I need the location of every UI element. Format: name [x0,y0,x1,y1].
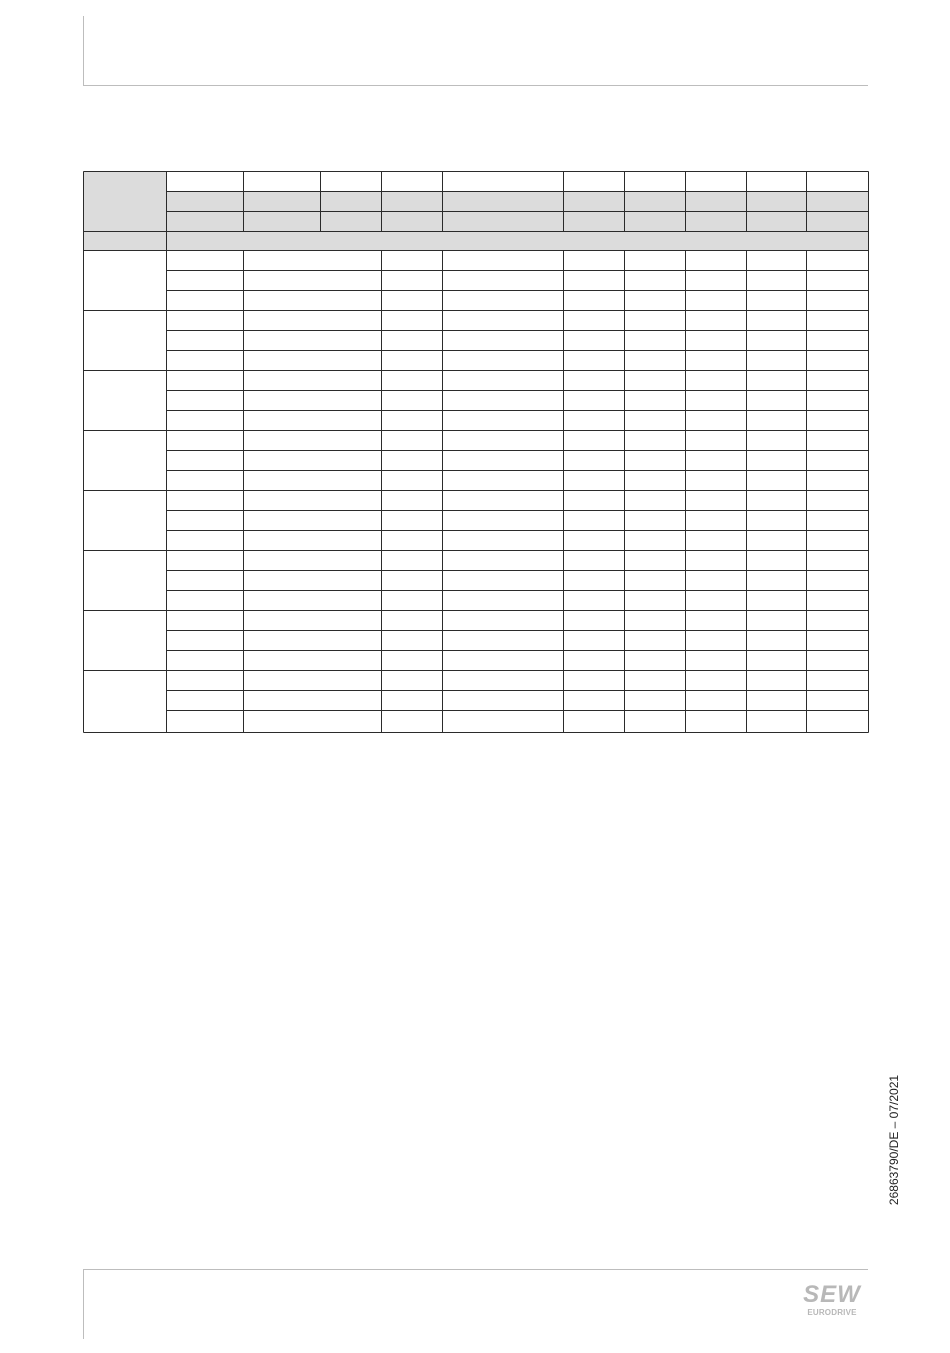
spec-table [83,171,869,733]
table-body [83,171,868,732]
header-rule [83,85,868,86]
section-header-row [83,231,868,250]
document-number: 26863790/DE – 07/2021 [887,1074,901,1206]
footer-rule [83,1269,868,1270]
sew-eurodrive-logo [796,1283,868,1318]
footer-margin-line [83,1269,84,1339]
header-corner-cell [83,171,166,231]
logo-sub-text: EURODRIVE [807,1308,857,1317]
header-margin-line [83,16,84,85]
logo-main-text: SEW [803,1281,861,1308]
